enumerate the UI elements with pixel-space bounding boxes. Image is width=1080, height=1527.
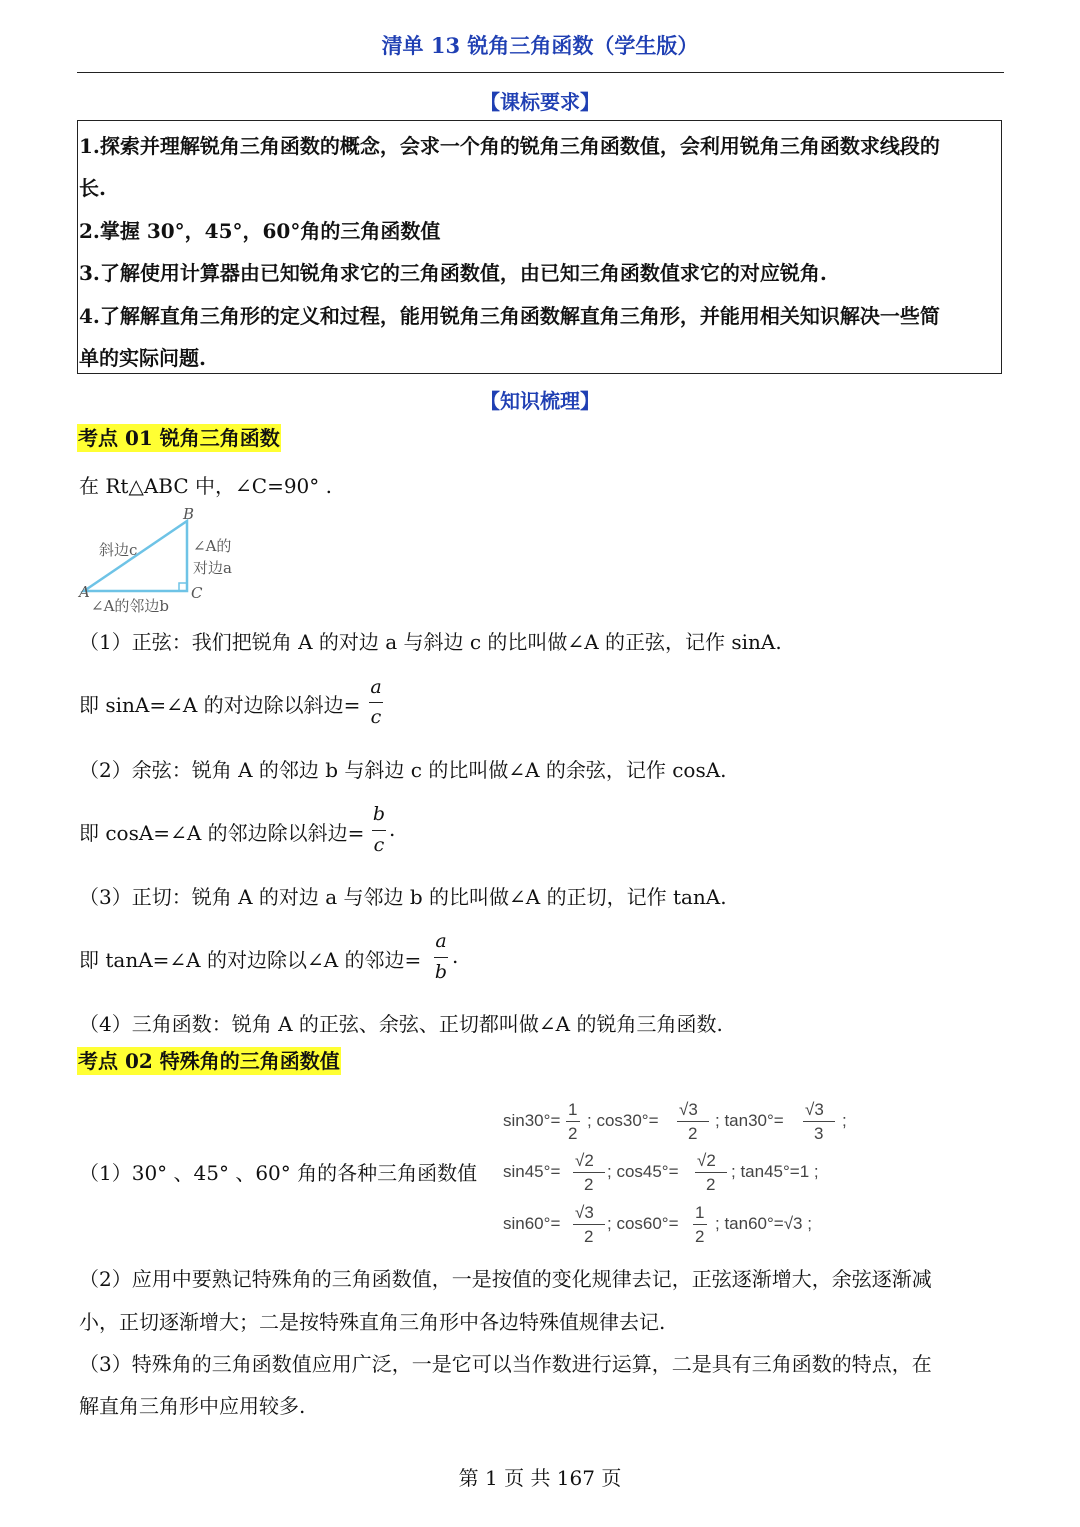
kp2-application-line1: （3）特殊角的三角函数值应用广泛，一是它可以当作数进行运算，二是具有三角函数的特点，在 bbox=[79, 1352, 932, 1376]
sine-numerator: a bbox=[370, 676, 382, 698]
tangent-fraction-bar bbox=[434, 957, 448, 958]
cosine-fraction-bar bbox=[372, 830, 386, 831]
cos60-label: ; cos60°= bbox=[607, 1214, 679, 1233]
requirement-line: 4.了解解直角三角形的定义和过程，能用锐角三角函数解直角三角形，并能用相关知识解决一些简 bbox=[79, 304, 940, 328]
sin45-bar bbox=[573, 1172, 605, 1173]
requirement-line: 3.了解使用计算器由已知锐角求它的三角函数值，由已知三角函数值求它的对应锐角. bbox=[79, 261, 827, 285]
kp1-intro: 在 Rt△ABC 中，∠C=90° . bbox=[79, 474, 332, 498]
kp1-tangent-def: （3）正切：锐角 A 的对边 a 与邻边 b 的比叫做∠A 的正切，记作 tanA. bbox=[79, 885, 727, 909]
sine-formula-text: 即 sinA=∠A 的对边除以斜边= bbox=[79, 693, 361, 717]
vertex-b-label: B bbox=[183, 505, 195, 523]
sine-fraction-bar bbox=[369, 702, 383, 703]
tan30-num: √3 bbox=[805, 1100, 824, 1119]
tangent-numerator: a bbox=[435, 930, 447, 952]
sin30-label: sin30°= bbox=[503, 1111, 561, 1130]
sin45-label: sin45°= bbox=[503, 1162, 561, 1181]
right-triangle-diagram bbox=[77, 505, 247, 617]
cos30-label: ; cos30°= bbox=[587, 1111, 659, 1130]
page-title: 清单 13 锐角三角函数（学生版） bbox=[381, 33, 699, 58]
tan60-label: ; tan60°=√3 ; bbox=[715, 1214, 812, 1233]
header-divider bbox=[77, 72, 1004, 73]
tan30-bar bbox=[803, 1121, 835, 1122]
cos60-den: 2 bbox=[695, 1227, 705, 1246]
cos45-bar bbox=[695, 1172, 727, 1173]
tangent-denominator: b bbox=[434, 961, 448, 983]
sin60-bar bbox=[573, 1224, 605, 1225]
kp2-special-angles-text: （1）30° 、45° 、60° 角的各种三角函数值 bbox=[79, 1161, 478, 1185]
sin30-den: 2 bbox=[568, 1124, 578, 1143]
kp2-memory-tip-line1: （2）应用中要熟记特殊角的三角函数值，一是按值的变化规律去记，正弦逐渐增大，余弦逐渐减 bbox=[79, 1267, 932, 1291]
tangent-formula-end: . bbox=[452, 944, 459, 968]
cosine-formula-end: . bbox=[389, 817, 396, 841]
knowledge-heading: 【知识梳理】 bbox=[480, 389, 600, 413]
tan30-den: 3 bbox=[814, 1124, 824, 1143]
cos45-num: √2 bbox=[697, 1151, 716, 1170]
sin60-label: sin60°= bbox=[503, 1214, 561, 1233]
sin60-den: 2 bbox=[584, 1227, 594, 1246]
cos30-num: √3 bbox=[679, 1100, 698, 1119]
tangent-formula-text: 即 tanA=∠A 的对边除以∠A 的邻边= bbox=[79, 948, 422, 972]
adjacent-label: ∠A的邻边b bbox=[91, 597, 170, 615]
kp2-application-line2: 解直角三角形中应用较多. bbox=[79, 1394, 306, 1418]
sine-denominator: c bbox=[370, 706, 382, 728]
special-values-table bbox=[503, 1097, 863, 1247]
requirement-line: 2.掌握 30°，45°，60°角的三角函数值 bbox=[79, 219, 441, 243]
sin60-num: √3 bbox=[575, 1203, 594, 1222]
kp1-sine-def: （1）正弦：我们把锐角 A 的对边 a 与斜边 c 的比叫做∠A 的正弦，记作 sinA. bbox=[79, 630, 782, 654]
requirement-line: 长. bbox=[79, 176, 106, 200]
sin45-den: 2 bbox=[584, 1175, 594, 1194]
hypotenuse-label: 斜边c bbox=[99, 541, 138, 559]
requirements-heading: 【课标要求】 bbox=[480, 90, 600, 114]
kp1-cosine-def: （2）余弦：锐角 A 的邻边 b 与斜边 c 的比叫做∠A 的余弦，记作 cosA. bbox=[79, 758, 727, 782]
sin30-bar bbox=[566, 1121, 580, 1122]
tan30-label: ; tan30°= bbox=[715, 1111, 784, 1130]
cos60-bar bbox=[693, 1224, 707, 1225]
requirement-line: 单的实际问题. bbox=[79, 346, 206, 370]
page-number: 第 1 页 共 167 页 bbox=[458, 1466, 622, 1490]
cos45-den: 2 bbox=[706, 1175, 716, 1194]
cosine-formula-text: 即 cosA=∠A 的邻边除以斜边= bbox=[79, 821, 365, 845]
vertex-a-label: A bbox=[79, 583, 90, 601]
cos60-num: 1 bbox=[695, 1203, 705, 1222]
cosine-denominator: c bbox=[373, 834, 385, 856]
requirement-line: 1.探索并理解锐角三角函数的概念，会求一个角的锐角三角函数值，会利用锐角三角函数求线段的 bbox=[79, 134, 940, 158]
cosine-numerator: b bbox=[372, 803, 386, 825]
cos45-label: ; cos45°= bbox=[607, 1162, 679, 1181]
opposite-label-1: ∠A的 bbox=[193, 537, 232, 555]
sin30-num: 1 bbox=[568, 1100, 578, 1119]
cos30-den: 2 bbox=[688, 1124, 698, 1143]
kp1-title: 考点 01 锐角三角函数 bbox=[78, 426, 280, 450]
opposite-label-2: 对边a bbox=[193, 559, 232, 577]
vertex-c-label: C bbox=[191, 584, 203, 602]
tan45-label: ; tan45°=1 ; bbox=[731, 1162, 819, 1181]
row1-end: ; bbox=[842, 1111, 847, 1130]
kp1-summary: （4）三角函数：锐角 A 的正弦、余弦、正切都叫做∠A 的锐角三角函数. bbox=[79, 1012, 723, 1036]
sin45-num: √2 bbox=[575, 1151, 594, 1170]
cos30-bar bbox=[677, 1121, 709, 1122]
kp2-title: 考点 02 特殊角的三角函数值 bbox=[78, 1049, 340, 1073]
kp2-memory-tip-line2: 小，正切逐渐增大；二是按特殊直角三角形中各边特殊值规律去记. bbox=[79, 1310, 666, 1334]
